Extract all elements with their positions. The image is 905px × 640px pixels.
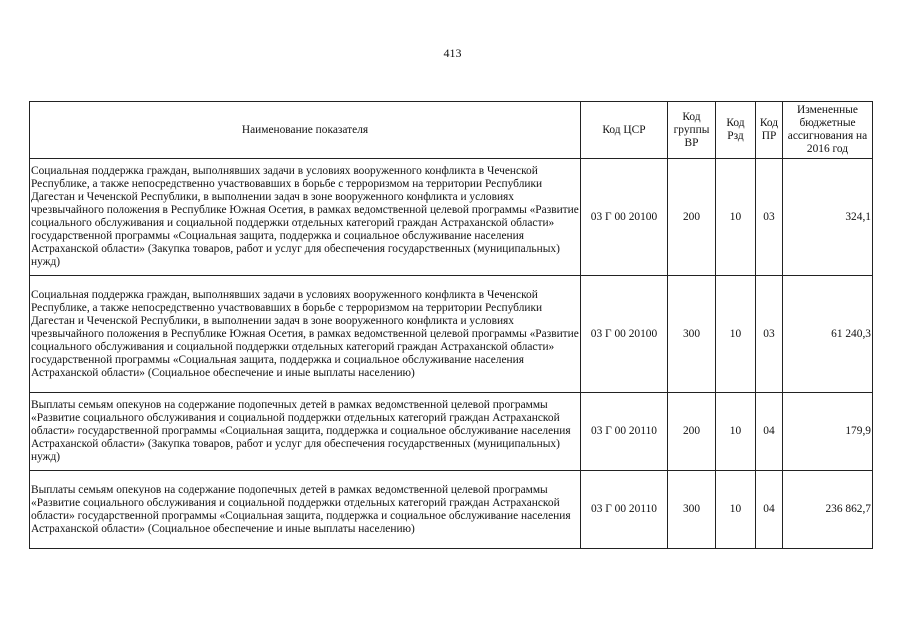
table-row — [30, 276, 873, 393]
row-name: Выплаты семьям опекунов на содержание подопечных детей в рамках ведомственной целевой программы «Развитие социального обслуживания и социальной поддержки отдельных категорий граждан Астраханской области» государственной программы «Социальная защита, поддержка и социальное обслуживание населения Астраханской области» (Социальное обеспечение и иные выплаты населению) — [30, 471, 581, 549]
row-amount: 179,9 — [783, 393, 873, 471]
row-vr: 200 — [668, 159, 716, 276]
row-vr: 300 — [668, 276, 716, 393]
header-name: Наименование показателя — [30, 102, 581, 159]
row-pr: 03 — [756, 159, 783, 276]
page-number: 413 — [443, 46, 462, 60]
row-vr: 200 — [668, 393, 716, 471]
row-csr: 03 Г 00 20110 — [581, 471, 668, 549]
row-rzd: 10 — [716, 159, 756, 276]
table-row — [30, 471, 873, 549]
row-pr: 03 — [756, 276, 783, 393]
header-rzd: Код Рзд — [716, 102, 756, 159]
row-amount: 236 862,7 — [783, 471, 873, 549]
row-amount: 324,1 — [783, 159, 873, 276]
table-row — [30, 159, 873, 276]
row-amount: 61 240,3 — [783, 276, 873, 393]
table-header-row — [30, 102, 873, 159]
header-csr: Код ЦСР — [581, 102, 668, 159]
row-csr: 03 Г 00 20100 — [581, 159, 668, 276]
row-name: Социальная поддержка граждан, выполнявших задачи в условиях вооруженного конфликта в Чеченской Республике, а также непосредственно участвовавших в борьбе с терроризмом на территории Республики Дагестан и Чеченской Республики, в выполнении задач в зоне вооруженного конфликта и условиях чрезвычайного положения в Республике Южная Осетия, в рамках ведомственной целевой программы «Развитие социального обслуживания и социальной поддержки отдельных категорий граждан Астраханской области» государственной программы «Социальная защита, поддержка и социальное обслуживание населения Астраханской области» (Закупка товаров, работ и услуг для обеспечения государственных (муниципальных) нужд) — [30, 159, 581, 276]
row-name: Социальная поддержка граждан, выполнявших задачи в условиях вооруженного конфликта в Чеченской Республике, а также непосредственно участвовавших в борьбе с терроризмом на территории Республики Дагестан и Чеченской Республики, в выполнении задач в зоне вооруженного конфликта и условиях чрезвычайного положения в Республике Южная Осетия, в рамках ведомственной целевой программы «Развитие социального обслуживания и социальной поддержки отдельных категорий граждан Астраханской области» государственной программы «Социальная защита, поддержка и социальное обслуживание населения Астраханской области» (Социальное обеспечение и иные выплаты населению) — [30, 276, 581, 393]
row-vr: 300 — [668, 471, 716, 549]
table-row — [30, 393, 873, 471]
row-pr: 04 — [756, 393, 783, 471]
row-name: Выплаты семьям опекунов на содержание подопечных детей в рамках ведомственной целевой программы «Развитие социального обслуживания и социальной поддержки отдельных категорий граждан Астраханской области» государственной программы «Социальная защита, поддержка и социальное обслуживание населения Астраханской области» (Закупка товаров, работ и услуг для обеспечения государственных (муниципальных) нужд) — [30, 393, 581, 471]
row-csr: 03 Г 00 20100 — [581, 276, 668, 393]
header-pr: Код ПР — [756, 102, 783, 159]
row-rzd: 10 — [716, 393, 756, 471]
header-vr: Код группы ВР — [668, 102, 716, 159]
row-csr: 03 Г 00 20110 — [581, 393, 668, 471]
budget-table — [29, 101, 873, 549]
header-amount: Измененные бюджетные ассигнования на 2016 год — [783, 102, 873, 159]
row-rzd: 10 — [716, 276, 756, 393]
row-pr: 04 — [756, 471, 783, 549]
row-rzd: 10 — [716, 471, 756, 549]
